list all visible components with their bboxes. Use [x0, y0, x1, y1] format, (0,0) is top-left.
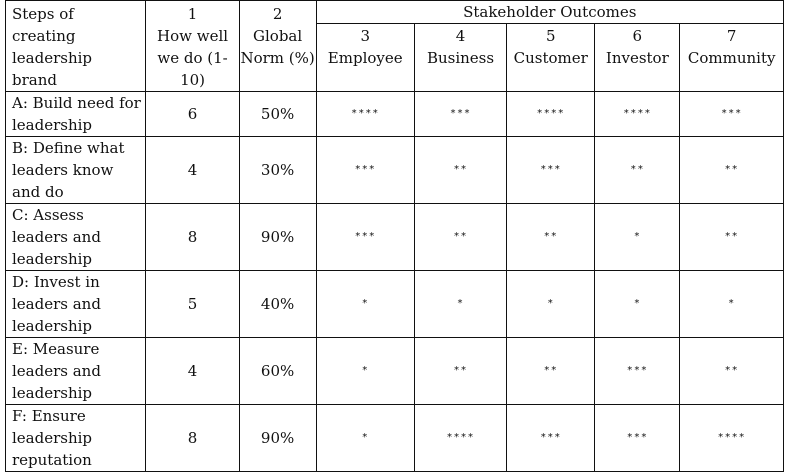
table-row [6, 137, 784, 204]
customer-rating: **** [507, 92, 595, 137]
investor-rating: * [595, 271, 680, 338]
community-rating: **** [680, 405, 784, 472]
header-row-top [6, 1, 784, 24]
step-cell: E: Measure leaders and leadership [6, 338, 146, 405]
investor-rating: *** [595, 405, 680, 472]
business-rating: ** [414, 338, 506, 405]
header-employee: 3 Employee [316, 24, 414, 92]
business-rating: *** [414, 92, 506, 137]
header-community: 7 Community [680, 24, 784, 92]
employee-rating: *** [316, 137, 414, 204]
global-norm-cell: 60% [239, 338, 316, 405]
customer-rating: *** [507, 137, 595, 204]
step-cell: D: Invest in leaders and leadership [6, 271, 146, 338]
step-cell: B: Define what leaders know and do [6, 137, 146, 204]
investor-rating: ** [595, 137, 680, 204]
step-cell: A: Build need for leadership [6, 92, 146, 137]
global-norm-cell: 40% [239, 271, 316, 338]
how-well-cell: 4 [146, 338, 239, 405]
how-well-cell: 8 [146, 405, 239, 472]
community-rating: * [680, 271, 784, 338]
header-global-norm [239, 1, 316, 92]
global-norm-cell: 50% [239, 92, 316, 137]
table-row [6, 92, 784, 137]
how-well-cell: 6 [146, 92, 239, 137]
how-well-cell: 4 [146, 137, 239, 204]
investor-rating: * [595, 204, 680, 271]
employee-rating: **** [316, 92, 414, 137]
customer-rating: ** [507, 204, 595, 271]
global-norm-cell: 90% [239, 204, 316, 271]
table-row [6, 338, 784, 405]
table-row [6, 204, 784, 271]
step-cell: F: Ensure leadership reputation [6, 405, 146, 472]
header-business: 4 Business [414, 24, 506, 92]
business-rating: * [414, 271, 506, 338]
header-customer: 5 Customer [507, 24, 595, 92]
community-rating: ** [680, 137, 784, 204]
header-investor: 6 Investor [595, 24, 680, 92]
header-global-norm-label: 2 Global Norm (%) [240, 5, 315, 67]
community-rating: *** [680, 92, 784, 137]
employee-rating: *** [316, 204, 414, 271]
header-steps [6, 1, 146, 92]
business-rating: ** [414, 204, 506, 271]
employee-rating: * [316, 271, 414, 338]
table-row [6, 271, 784, 338]
investor-rating: **** [595, 92, 680, 137]
header-stakeholder-outcomes: Stakeholder Outcomes [316, 1, 783, 24]
employee-rating: * [316, 338, 414, 405]
employee-rating: * [316, 405, 414, 472]
customer-rating: *** [507, 405, 595, 472]
how-well-cell: 8 [146, 204, 239, 271]
community-rating: ** [680, 338, 784, 405]
customer-rating: * [507, 271, 595, 338]
global-norm-cell: 90% [239, 405, 316, 472]
customer-rating: ** [507, 338, 595, 405]
community-rating: ** [680, 204, 784, 271]
header-how-well-label: 1 How well we do (1-10) [157, 5, 229, 89]
how-well-cell: 5 [146, 271, 239, 338]
business-rating: **** [414, 405, 506, 472]
business-rating: ** [414, 137, 506, 204]
leadership-brand-table [5, 0, 784, 472]
step-cell: C: Assess leaders and leadership [6, 204, 146, 271]
investor-rating: *** [595, 338, 680, 405]
header-how-well [146, 1, 239, 92]
table-row [6, 405, 784, 472]
header-steps-label: Steps of creating leadership brand [12, 5, 93, 89]
global-norm-cell: 30% [239, 137, 316, 204]
